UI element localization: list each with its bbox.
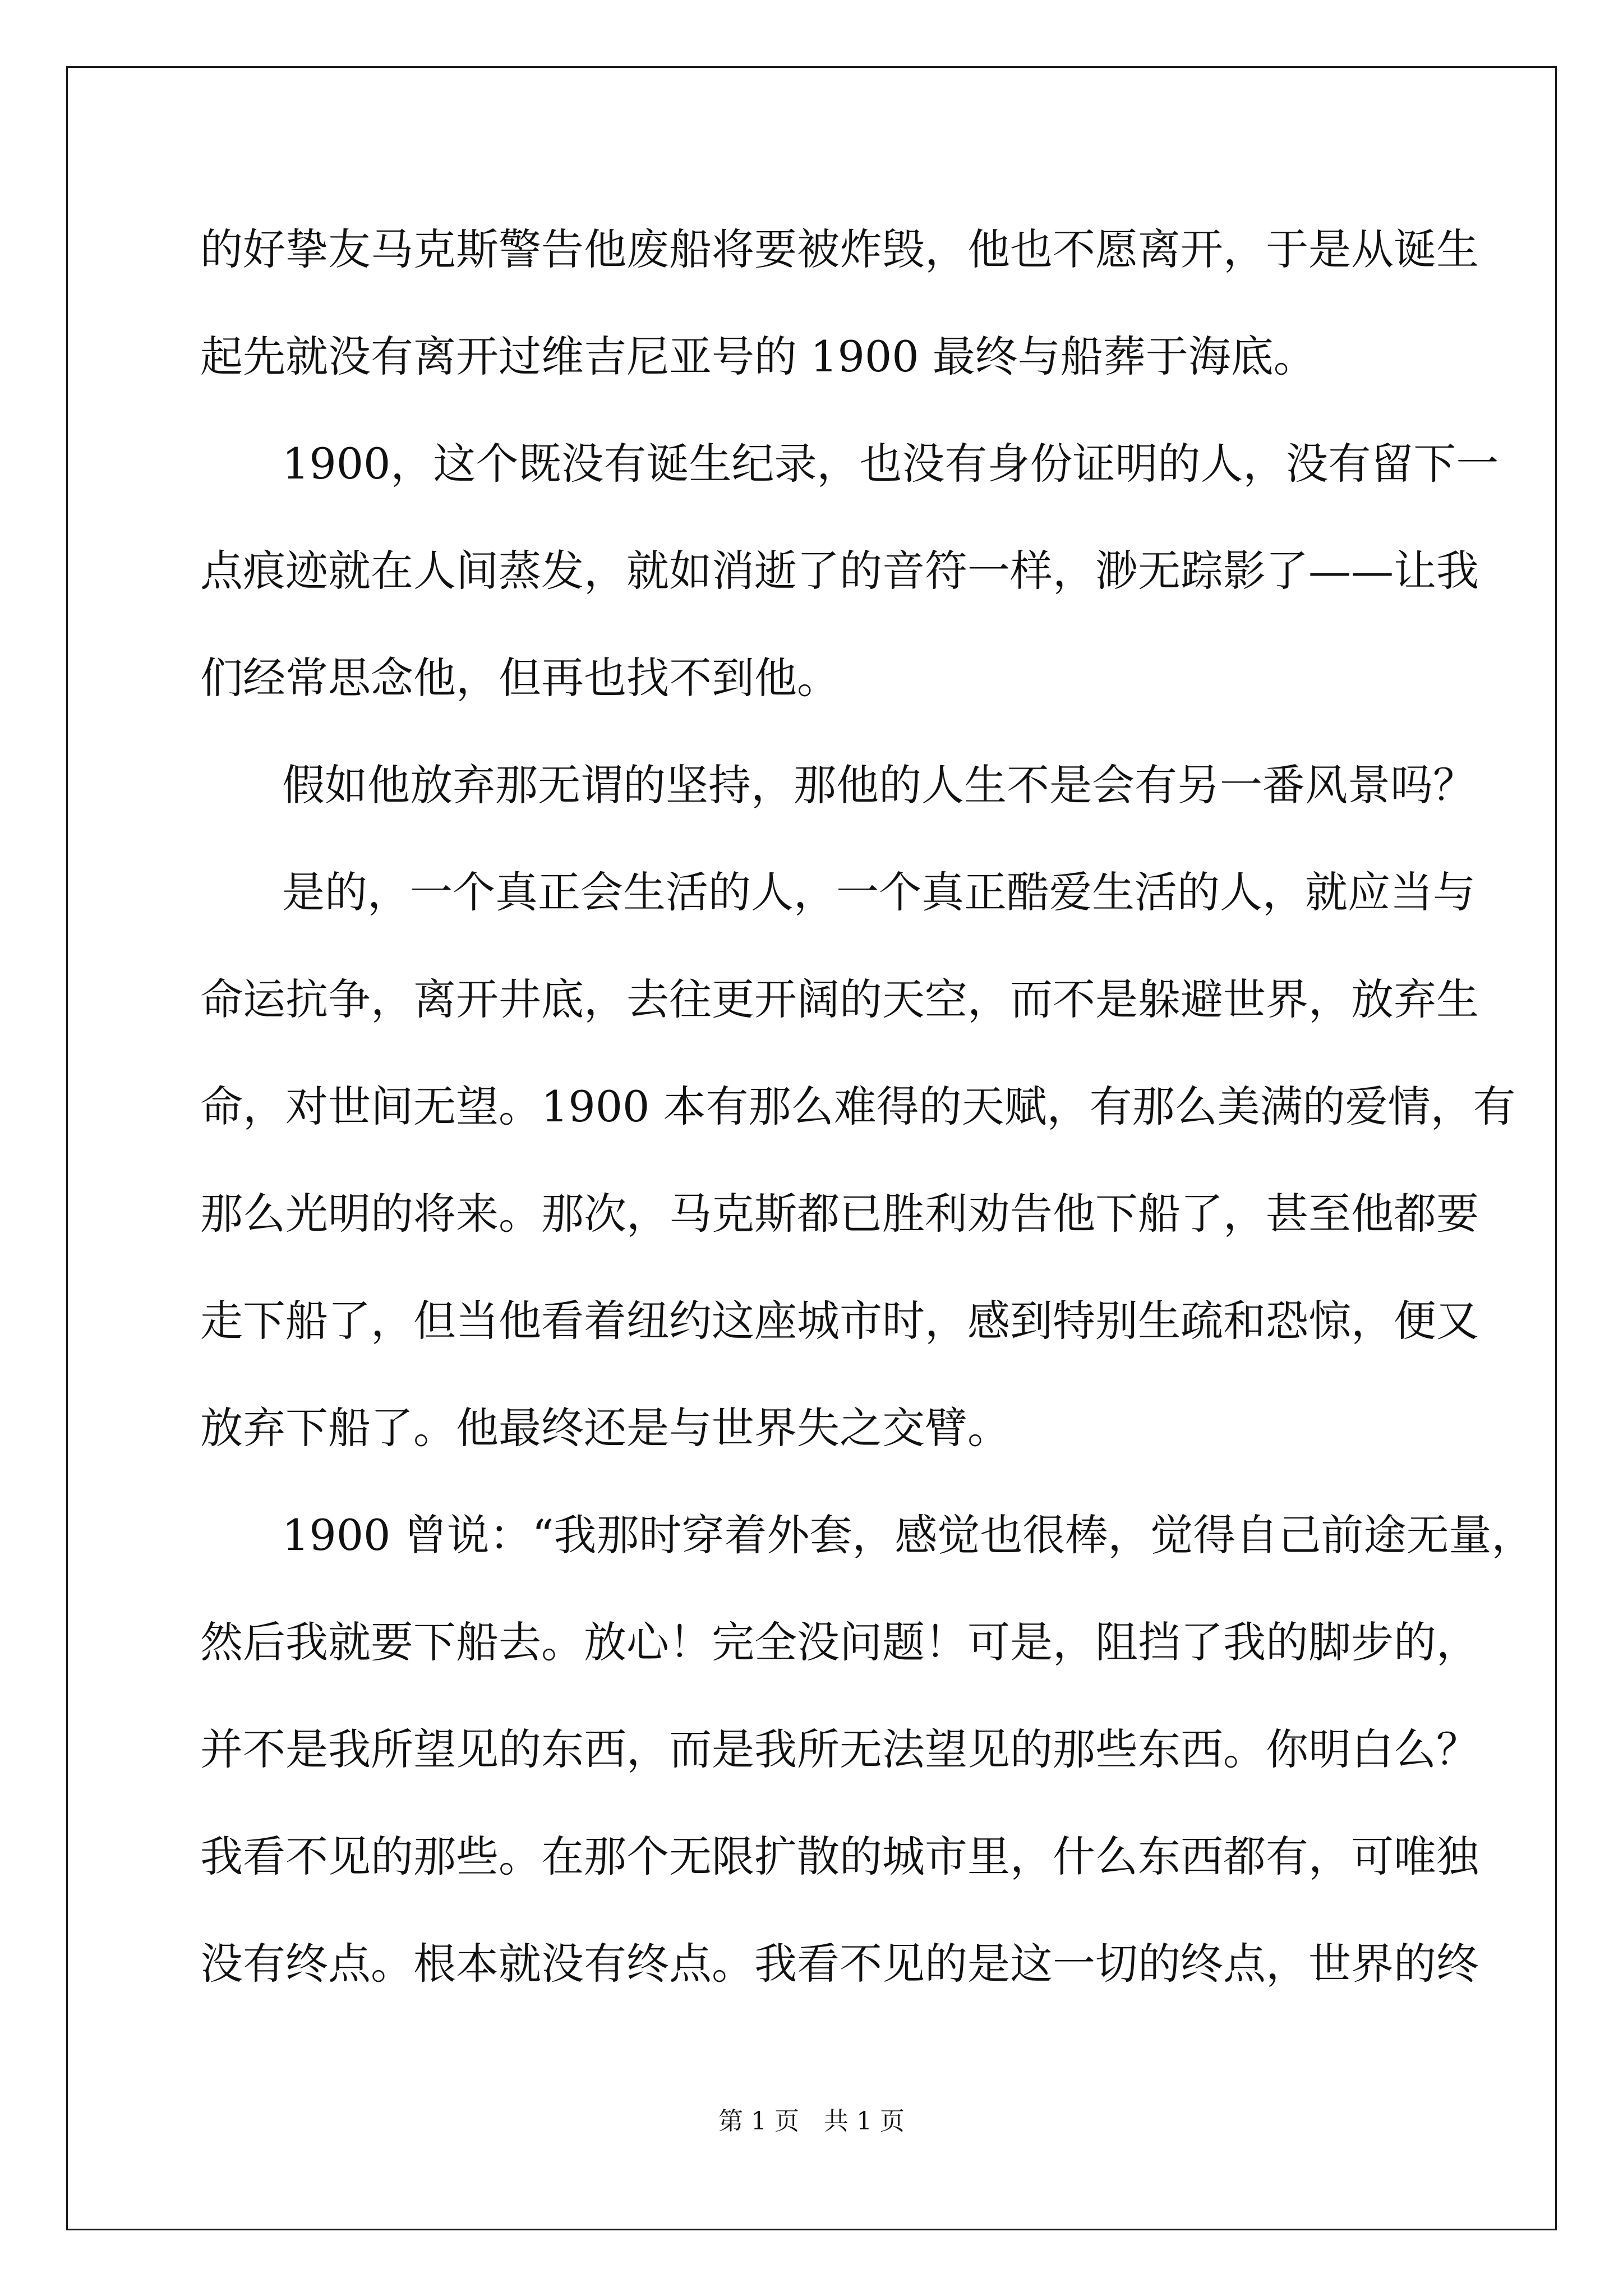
text-line: 是的，一个真正会生活的人，一个真正酷爱生活的人，就应当与 bbox=[282, 867, 1476, 917]
text-line: 起先就没有离开过维吉尼亚号的 1900 最终与船葬于海底。 bbox=[200, 332, 1316, 381]
text-line: 没有终点。根本就没有终点。我看不见的是这一切的终点，世界的终 bbox=[200, 1939, 1479, 1989]
text-line: 假如他放弃那无谓的坚持，那他的人生不是会有另一番风景吗？ bbox=[282, 760, 1476, 810]
text-line: 放弃下船了。他最终还是与世界失之交臂。 bbox=[200, 1403, 1010, 1453]
text-line: 并不是我所望见的东西，而是我所无法望见的那些东西。你明白么？ bbox=[200, 1724, 1479, 1774]
text-line: 命，对世间无望。1900 本有那么难得的天赋，有那么美满的爱情，有 bbox=[200, 1082, 1516, 1131]
text-line: 然后我就要下船去。放心！完全没问题！可是，阻挡了我的脚步的， bbox=[200, 1617, 1479, 1667]
text-line: 走下船了，但当他看着纽约这座城市时，感到特别生疏和恐惊，便又 bbox=[200, 1296, 1479, 1346]
text-line: 那么光明的将来。那次，马克斯都已胜利劝告他下船了，甚至他都要 bbox=[200, 1189, 1479, 1239]
text-line: 我看不见的那些。在那个无限扩散的城市里，什么东西都有，可唯独 bbox=[200, 1832, 1479, 1881]
page-number-footer: 第 1 页 共 1 页 bbox=[718, 2107, 905, 2136]
text-line: 1900，这个既没有诞生纪录，也没有身份证明的人，没有留下一 bbox=[282, 439, 1499, 489]
text-line: 点痕迹就在人间蒸发，就如消逝了的音符一样，渺无踪影了——让我 bbox=[200, 546, 1479, 596]
text-line: 的好挚友马克斯警告他废船将要被炸毁，他也不愿离开，于是从诞生 bbox=[200, 224, 1479, 274]
document-body bbox=[200, 216, 1534, 2037]
text-line: 1900 曾说：“我那时穿着外套，感觉也很棒，觉得自己前途无量， bbox=[282, 1510, 1534, 1560]
text-line: 命运抗争，离开井底，去往更开阔的天空，而不是躲避世界，放弃生 bbox=[200, 974, 1479, 1024]
text-line: 们经常思念他，但再也找不到他。 bbox=[200, 653, 840, 703]
